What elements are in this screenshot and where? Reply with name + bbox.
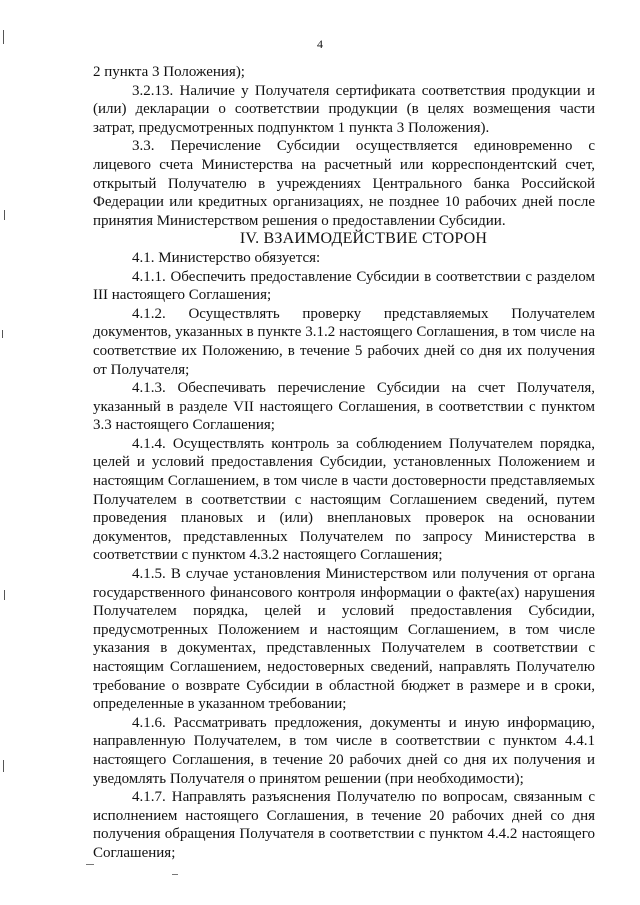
scan-artifact (3, 30, 4, 44)
paragraph-4-1-2: 4.1.2. Осуществлять проверку представляемых Получателем документов, указанных в пункте 3.1.2 настоящего Соглашения, в том числе на соответствие их Положению, в течение 5 рабочих дней со дня их получения от Получателя; (93, 305, 595, 378)
paragraph-4-1-1: 4.1.1. Обеспечить предоставление Субсидии в соответствии с разделом III настоящего Соглашения; (93, 268, 595, 304)
paragraph-3-2-13: 3.2.13. Наличие у Получателя сертификата соответствия продукции и (или) декларации о соответствии продукции (в целях возмещения части затрат, предусмотренных подпунктом 1 пункта 3 Положения). (93, 82, 595, 136)
scan-artifact (4, 210, 5, 220)
document-body (93, 63, 595, 863)
scan-artifact (3, 760, 4, 772)
paragraph-4-1-7: 4.1.7. Направлять разъяснения Получателю по вопросам, связанным с исполнением настоящего Соглашения, в течение 20 рабочих дней со дня получения обращения Получателя в соответствии с пунктом 4.4.2 настоящего Соглашения; (93, 789, 595, 861)
scan-artifact (4, 590, 5, 600)
paragraph-4-1-5: 4.1.5. В случае установления Министерством или получения от органа государственного финансового контроля информации о факте(ах) нарушения Получателем порядка, целей и условий предоставления Субсидии, предусмотренных Положением и настоящим Соглашением, в том числе указания в документах, представленных Получателем в соответствии с настоящим Соглашением, недостоверных сведений, направлять Получателю требование о возврате Субсидии в областной бюджет в размере и в сроки, определенные в указанном требовании; (93, 566, 595, 713)
paragraph-4-1-4: 4.1.4. Осуществлять контроль за соблюдением Получателем порядка, целей и условий предоставления Субсидии, установленных Положением и настоящим Соглашением, в том числе в части достоверности представляемых Получателем в соответствии с настоящим Соглашением сведений, путем проведения плановых и (или) внеплановых проверок на основании документов, представленных Получателем по запросу Министерства в соответствии с пунктом 4.3.2 настоящего Соглашения; (93, 435, 595, 564)
scan-artifact (172, 874, 178, 875)
scan-artifact (2, 330, 3, 338)
scan-artifact (86, 864, 94, 865)
page-number: 4 (317, 37, 323, 51)
paragraph-4-1: 4.1. Министерство обязуется: (132, 249, 321, 266)
section-title: IV. ВЗАИМОДЕЙСТВИЕ СТОРОН (239, 230, 488, 248)
paragraph-continuation: 2 пункта 3 Положения); (93, 64, 245, 80)
paragraph-3-3: 3.3. Перечисление Субсидии осуществляется единовременно с лицевого счета Министерства на расчетный или корреспондентский счет, открытый Получателю в учреждениях Центрального банка Российской Федерации или кредитных организациях, не позднее 10 рабочих дней после принятия Министерством решения о предоставлении Субсидии. (93, 138, 595, 229)
paragraph-4-1-6: 4.1.6. Рассматривать предложения, документы и иную информацию, направленную Получателем, в том числе в соответствии с пунктом 4.4.1 настоящего Соглашения, в течение 20 рабочих дней со дня их получения и уведомлять Получателя о принятом решении (при необходимости); (93, 714, 595, 787)
paragraph-4-1-3: 4.1.3. Обеспечивать перечисление Субсидии на счет Получателя, указанный в разделе VII настоящего Соглашения, в соответствии с пунктом 3.3 настоящего Соглашения; (93, 380, 595, 434)
